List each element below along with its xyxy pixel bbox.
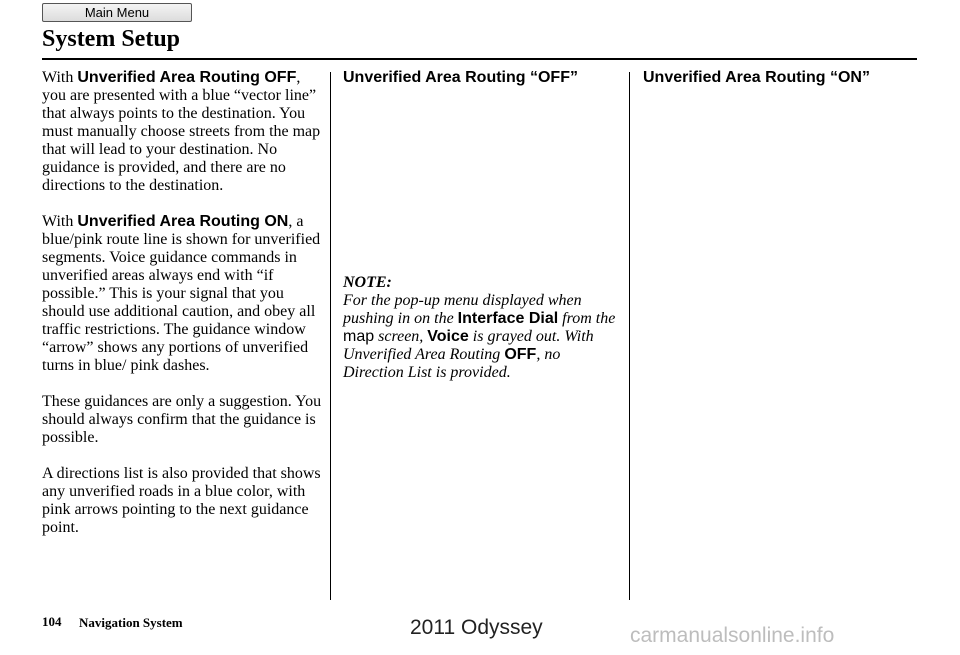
middle-column [343, 69, 618, 87]
term-interface-dial: Interface Dial [457, 310, 559, 327]
heading-routing-off: Unverified Area Routing “OFF” [343, 69, 578, 86]
main-menu-button[interactable]: Main Menu [42, 3, 192, 22]
footer-label: Navigation System [79, 615, 183, 630]
right-column [643, 69, 918, 87]
note-text-part: is grayed out. With Unverified Area Routing [343, 328, 594, 363]
left-text-column [42, 69, 322, 537]
text-routing-on-desc: , a blue/pink route line is shown for unverified segments. Voice guidance commands in unverified areas always end with “if possible.” This is your signal that you should use additional caution, and obey all traffic restrictions. The guidance window “arrow” shows any portions of unverified turns in blue/ pink dashes. [42, 213, 321, 374]
note-label: NOTE: [343, 274, 392, 291]
note-text-part: For the pop-up menu displayed when pushing in on the [343, 292, 582, 327]
column-divider [330, 72, 331, 600]
title-divider [42, 58, 917, 60]
paragraph-routing-off [42, 69, 322, 195]
paragraph-suggestion: These guidances are only a suggestion. You should always confirm that the guidance is possible. [42, 393, 322, 446]
term-voice: Voice [427, 328, 469, 345]
paragraph-directions-list: A directions list is also provided that shows any unverified roads in a blue color, with pink arrows pointing to the next guidance point. [42, 465, 321, 536]
note-text-part: from the [558, 310, 616, 327]
column-divider [629, 72, 630, 600]
paragraph-routing-on [42, 213, 322, 375]
heading-routing-on: Unverified Area Routing “ON” [643, 69, 870, 86]
note-text [343, 292, 623, 382]
note-text-part: screen, [374, 328, 428, 345]
model-watermark: 2011 Odyssey [410, 616, 543, 639]
site-watermark: carmanualsonline.info [630, 624, 835, 647]
page-title: System Setup [42, 26, 181, 52]
term-routing-on: Unverified Area Routing ON [77, 213, 289, 230]
term-map: map [343, 328, 375, 345]
term-routing-off: Unverified Area Routing OFF [77, 69, 297, 86]
term-off: OFF [504, 346, 537, 363]
page-number: 104 [42, 614, 62, 629]
text-with: With [42, 213, 78, 230]
text-routing-off-desc: , you are presented with a blue “vector line” that always points to the destination. You must manually choose streets from the map that will lead to your destination. No guidance is provided, and there are no directions to the destination. [42, 69, 321, 194]
note-text-part: , no Direction List is provided. [343, 346, 561, 381]
note-block [343, 274, 623, 382]
text-with: With [42, 69, 78, 86]
